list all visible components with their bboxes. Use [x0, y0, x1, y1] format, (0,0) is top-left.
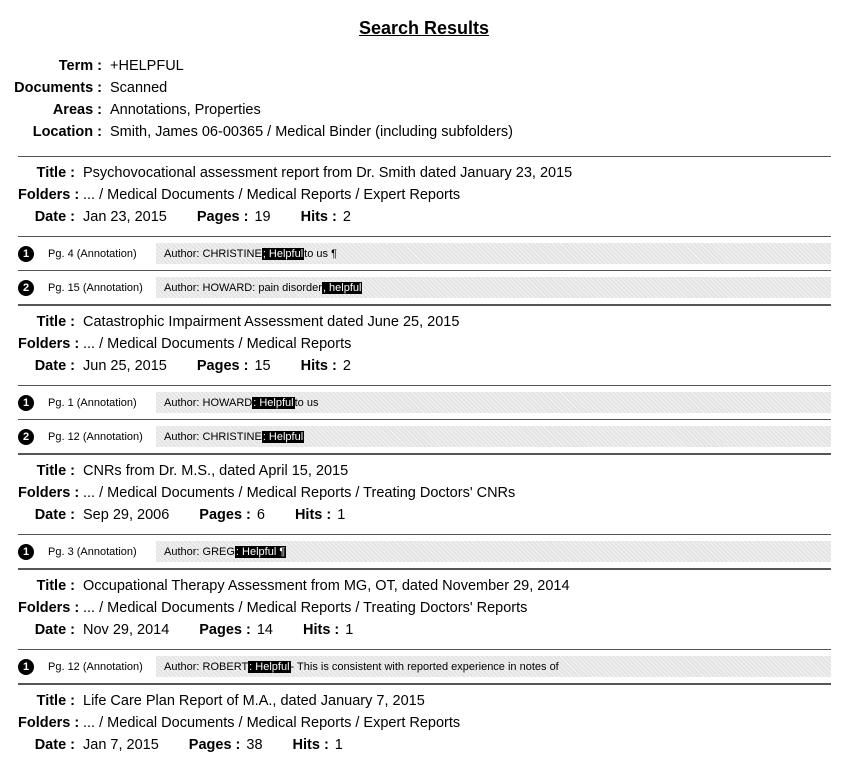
date-label: Date :	[34, 209, 75, 225]
snippet-text: Author: GREG	[164, 545, 235, 558]
criteria-location	[0, 121, 848, 143]
pages-label: Pages :	[196, 358, 249, 374]
doc-meta-row	[18, 206, 831, 228]
hit-number-badge: 2	[18, 429, 34, 445]
criteria-label: Documents :	[14, 80, 102, 96]
page-title: Search Results	[358, 18, 490, 38]
title-label: Title :	[36, 693, 75, 709]
folders-label: Folders :	[18, 336, 80, 352]
criteria-documents	[0, 77, 848, 99]
criteria-label: Areas :	[52, 102, 102, 118]
doc-date: Sep 29, 2006	[83, 507, 170, 523]
doc-pages: 19	[254, 209, 271, 225]
hit-row[interactable]	[18, 385, 831, 419]
hit-row[interactable]	[18, 649, 831, 684]
criteria-term	[0, 55, 848, 77]
doc-title[interactable]: Life Care Plan Report of M.A., dated January 7, 2015	[83, 693, 425, 709]
hit-row[interactable]	[18, 419, 831, 454]
criteria-label: Location :	[32, 124, 102, 140]
doc-title[interactable]: Catastrophic Impairment Assessment dated June 25, 2015	[83, 314, 460, 330]
title-label: Title :	[36, 578, 75, 594]
snippet-text: Author: HOWARD	[164, 396, 253, 409]
hit-list	[18, 534, 831, 569]
title-label: Title :	[36, 463, 75, 479]
doc-title-row	[18, 311, 831, 333]
hit-list	[18, 236, 831, 305]
pages-label: Pages :	[196, 209, 249, 225]
hit-snippet	[156, 541, 831, 562]
hits-label: Hits :	[292, 737, 329, 753]
doc-meta-row	[18, 504, 831, 526]
snippet-text: Author: HOWARD: pain disorder	[164, 281, 322, 294]
criteria-areas	[0, 99, 848, 121]
doc-meta-row	[18, 734, 831, 756]
doc-title-row	[18, 162, 831, 184]
hit-row[interactable]	[18, 270, 831, 305]
result-document	[18, 684, 831, 756]
hit-snippet	[156, 243, 831, 264]
criteria-value: Scanned	[110, 80, 168, 96]
doc-pages: 38	[246, 737, 263, 753]
doc-meta-row	[18, 619, 831, 641]
doc-title[interactable]: Occupational Therapy Assessment from MG, OT, dated November 29, 2014	[83, 578, 570, 594]
result-document	[18, 454, 831, 569]
snippet-text: Author: ROBERT	[164, 660, 249, 673]
hits-label: Hits :	[300, 209, 337, 225]
pages-label: Pages :	[188, 737, 241, 753]
hit-number-badge: 1	[18, 659, 34, 675]
doc-folders-row	[18, 597, 831, 619]
doc-pages: 6	[256, 507, 265, 523]
hit-row[interactable]	[18, 534, 831, 569]
criteria-value: Smith, James 06-00365 / Medical Binder (including subfolders)	[110, 124, 513, 140]
result-document	[18, 156, 831, 305]
hit-location[interactable]: Pg. 1 (Annotation)	[48, 396, 137, 409]
doc-date: Jan 7, 2015	[83, 737, 159, 753]
hit-snippet	[156, 656, 831, 677]
doc-hits: 2	[342, 358, 351, 374]
search-criteria	[0, 55, 848, 143]
snippet-match: : Helpful ¶	[235, 545, 286, 558]
hits-label: Hits :	[294, 507, 332, 523]
snippet-text: to us ¶	[304, 247, 337, 260]
criteria-value: +HELPFUL	[110, 58, 184, 74]
snippet-match: : Helpful	[249, 660, 290, 673]
snippet-match: : Helpful	[262, 430, 304, 443]
snippet-text: Author: CHRISTINE	[164, 430, 262, 443]
doc-hits: 1	[345, 622, 354, 638]
hit-row[interactable]	[18, 236, 831, 270]
doc-folders: ... / Medical Documents / Medical Reports / Treating Doctors' Reports	[83, 600, 528, 616]
hit-location[interactable]: Pg. 3 (Annotation)	[48, 545, 137, 558]
criteria-value: Annotations, Properties	[110, 102, 261, 118]
doc-hits: 1	[337, 507, 346, 523]
title-label: Title :	[36, 314, 75, 330]
hit-number-badge: 1	[18, 395, 34, 411]
doc-hits: 1	[334, 737, 343, 753]
doc-date: Jan 23, 2015	[83, 209, 167, 225]
hit-snippet	[156, 392, 831, 413]
date-label: Date :	[34, 622, 75, 638]
snippet-text: - This is consistent with reported experience in notes of	[290, 660, 559, 673]
doc-folders-row	[18, 333, 831, 355]
doc-title-row	[18, 460, 831, 482]
doc-folders-row	[18, 184, 831, 206]
hit-list	[18, 649, 831, 684]
folders-label: Folders :	[18, 600, 80, 616]
hit-location[interactable]: Pg. 12 (Annotation)	[48, 430, 143, 443]
hit-number-badge: 1	[18, 246, 34, 262]
doc-folders: ... / Medical Documents / Medical Reports	[83, 336, 352, 352]
hit-list	[18, 385, 831, 454]
pages-label: Pages :	[199, 622, 251, 638]
hit-location[interactable]: Pg. 12 (Annotation)	[48, 660, 143, 673]
doc-pages: 14	[256, 622, 273, 638]
folders-label: Folders :	[18, 715, 80, 731]
results-list	[18, 156, 831, 756]
doc-title-row	[18, 690, 831, 712]
pages-label: Pages :	[199, 507, 251, 523]
title-label: Title :	[36, 165, 75, 181]
date-label: Date :	[34, 507, 75, 523]
hit-location[interactable]: Pg. 15 (Annotation)	[48, 281, 143, 294]
criteria-label: Term :	[58, 58, 102, 74]
result-document	[18, 305, 831, 454]
doc-folders-row	[18, 482, 831, 504]
snippet-text: Author: CHRISTINE	[164, 247, 262, 260]
snippet-match: ; Helpful	[262, 247, 304, 260]
doc-folders: ... / Medical Documents / Medical Reports / Expert Reports	[83, 715, 461, 731]
doc-folders: ... / Medical Documents / Medical Reports / Expert Reports	[83, 187, 461, 203]
doc-title[interactable]: Psychovocational assessment report from Dr. Smith dated January 23, 2015	[83, 165, 573, 181]
snippet-match: : Helpful	[253, 396, 294, 409]
doc-title[interactable]: CNRs from Dr. M.S., dated April 15, 2015	[83, 463, 349, 479]
hit-location[interactable]: Pg. 4 (Annotation)	[48, 247, 137, 260]
doc-date: Jun 25, 2015	[83, 358, 167, 374]
hits-label: Hits :	[300, 358, 337, 374]
doc-meta-row	[18, 355, 831, 377]
folders-label: Folders :	[18, 485, 80, 501]
hits-label: Hits :	[303, 622, 340, 638]
doc-pages: 15	[254, 358, 271, 374]
hit-snippet	[156, 426, 831, 447]
snippet-text: to us	[294, 396, 319, 409]
doc-folders-row	[18, 712, 831, 734]
result-document	[18, 569, 831, 684]
folders-label: Folders :	[18, 187, 80, 203]
hit-snippet	[156, 277, 831, 298]
hit-number-badge: 2	[18, 280, 34, 296]
snippet-match: , helpful	[322, 281, 362, 294]
date-label: Date :	[34, 737, 75, 753]
doc-title-row	[18, 575, 831, 597]
hit-number-badge: 1	[18, 544, 34, 560]
doc-date: Nov 29, 2014	[83, 622, 170, 638]
date-label: Date :	[34, 358, 75, 374]
doc-hits: 2	[342, 209, 351, 225]
doc-folders: ... / Medical Documents / Medical Reports / Treating Doctors' CNRs	[83, 485, 516, 501]
